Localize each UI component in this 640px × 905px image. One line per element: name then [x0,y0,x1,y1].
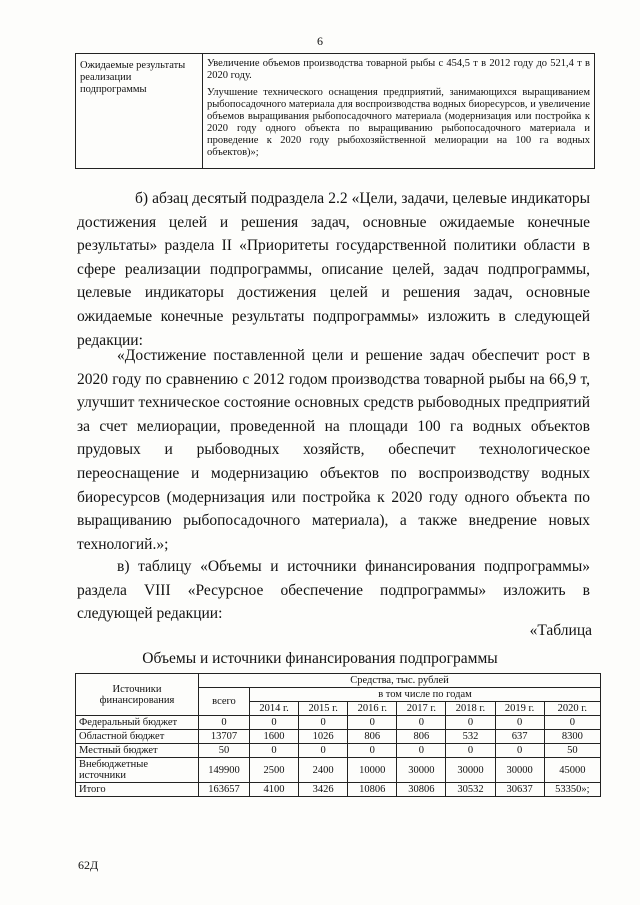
row-total: 13707 [199,730,250,744]
row-value: 53350»; [544,783,600,797]
header-by-years: в том числе по годам [250,688,601,702]
table-row [76,716,601,730]
row-value: 532 [446,730,495,744]
row-value: 50 [544,744,600,758]
row-value: 10806 [348,783,397,797]
header-year: 2017 г. [397,702,446,716]
row-value: 0 [446,744,495,758]
header-sources: Источники финансирования [76,674,199,716]
row-source: Местный бюджет [76,744,199,758]
row-value: 0 [495,716,544,730]
table-caption-word: «Таблица [529,622,592,639]
header-year: 2016 г. [348,702,397,716]
row-value: 0 [299,716,348,730]
row-source: Внебюджетные источники [76,758,199,783]
row-value: 0 [495,744,544,758]
row-value: 0 [348,716,397,730]
header-year: 2014 г. [250,702,299,716]
table-row [76,744,601,758]
row-total: 163657 [199,783,250,797]
row-value: 30806 [397,783,446,797]
table-row [76,730,601,744]
row-value: 0 [299,744,348,758]
row-source: Областной бюджет [76,730,199,744]
row-value: 2400 [299,758,348,783]
row-value: 30000 [495,758,544,783]
row-value: 0 [397,716,446,730]
row-value: 0 [348,744,397,758]
row-source: Итого [76,783,199,797]
expected-results-text-1: Увеличение объемов производства товарной рыбы с 454,5 т в 2012 году до 521,4 т в 2020 году. [207,58,590,81]
paragraph-quote: «Достижение поставленной цели и решение задач обеспечит рост в 2020 году по сравнению с 2012 годом производства товарной рыбы на 66,9 т, улучшит техническое состояние основных средств рыбоводных предприятий за счет мелиорации, проведенной на площади 100 га водных объектов прудовых и рыбоводных хозяйств, обеспечит технологическое переоснащение и модернизацию объектов по воспроизводству водных биоресурсов (модернизация или постройка к 2020 году одного объекта по выращиванию рыбопосадочного материала), а также внедрение новых технологий.»; [77,347,590,553]
row-value: 806 [397,730,446,744]
table-row [76,783,601,797]
row-value: 0 [250,744,299,758]
row-value: 8300 [544,730,600,744]
row-value: 637 [495,730,544,744]
row-value: 0 [446,716,495,730]
row-total: 149900 [199,758,250,783]
paragraph-b: б) абзац десятый подраздела 2.2 «Цели, задачи, целевые индикаторы достижения целей и решения задач, основные ожидаемые конечные результаты» раздела II «Приоритеты государственной политики области в сфере реализации подпрограммы, описание целей, задач подпрограммы, целевые индикаторы достижения целей и решения задач, основные ожидаемые конечные результаты подпрограммы» изложить в следующей редакции: [77,190,590,349]
row-value: 30000 [446,758,495,783]
row-total: 50 [199,744,250,758]
row-value: 3426 [299,783,348,797]
row-value: 0 [397,744,446,758]
header-year: 2019 г. [495,702,544,716]
financing-table [75,673,601,797]
table-title: Объемы и источники финансирования подпрограммы [142,650,498,667]
expected-results-content [203,54,595,169]
paragraph-v: в) таблицу «Объемы и источники финансирования подпрограммы» раздела VIII «Ресурсное обеспечение подпрограммы» изложить в следующей редакции: [77,558,590,623]
row-value: 4100 [250,783,299,797]
header-funds: Средства, тыс. рублей [199,674,601,688]
row-source: Федеральный бюджет [76,716,199,730]
row-value: 0 [544,716,600,730]
row-value: 30532 [446,783,495,797]
row-value: 2500 [250,758,299,783]
header-total: всего [199,688,250,716]
row-value: 30637 [495,783,544,797]
page-number: 6 [317,34,323,48]
expected-results-table [75,53,595,169]
row-value: 30000 [397,758,446,783]
row-value: 1026 [299,730,348,744]
row-value: 1600 [250,730,299,744]
row-value: 806 [348,730,397,744]
header-year: 2015 г. [299,702,348,716]
expected-results-text-2: Улучшение технического оснащения предприятий, занимающихся выращиванием рыбопосадочного материала для воспроизводства водных биоресурсов, и увеличение объемов выращивания рыбопосадочного материала (модернизация или постройка к 2020 году одного объекта по выращиванию рыбопосадочного материала и проведение к 2020 году рыбохозяйственной мелиорации на 100 га водных объектов)»; [207,87,590,158]
row-total: 0 [199,716,250,730]
footer-code: 62Д [78,858,99,872]
table-row [76,758,601,783]
row-value: 10000 [348,758,397,783]
header-year: 2020 г. [544,702,600,716]
row-value: 45000 [544,758,600,783]
expected-results-label: Ожидаемые результаты реализации подпрограммы [76,54,203,169]
header-year: 2018 г. [446,702,495,716]
row-value: 0 [250,716,299,730]
